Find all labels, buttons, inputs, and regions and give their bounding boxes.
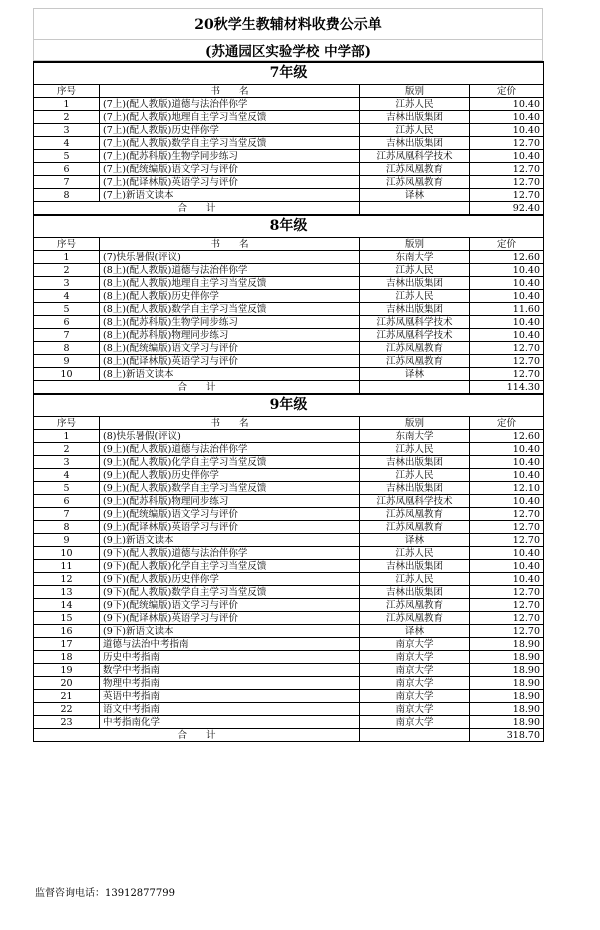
- table-row: [34, 521, 544, 534]
- table-row: [34, 124, 544, 137]
- row-number: 3: [34, 277, 100, 290]
- book-name: (7上)(配人教版)道德与法治伴你学: [100, 98, 360, 111]
- publisher: 江苏凤凰科学技术: [360, 495, 470, 508]
- grade-title: 8年级: [34, 215, 544, 238]
- price: 10.40: [470, 316, 544, 329]
- total-row: [34, 202, 544, 216]
- header-price: 定价: [470, 417, 544, 430]
- table-row: [34, 508, 544, 521]
- table-row: [34, 329, 544, 342]
- row-number: 11: [34, 560, 100, 573]
- price: 18.90: [470, 690, 544, 703]
- total-empty-cell: [360, 729, 470, 742]
- book-name: 数学中考指南: [100, 664, 360, 677]
- publisher: 江苏人民: [360, 290, 470, 303]
- table-row: [34, 625, 544, 638]
- table-row: [34, 290, 544, 303]
- row-number: 22: [34, 703, 100, 716]
- price: 12.70: [470, 599, 544, 612]
- row-number: 10: [34, 547, 100, 560]
- table-row: [34, 163, 544, 176]
- row-number: 14: [34, 599, 100, 612]
- price: 10.40: [470, 329, 544, 342]
- publisher: 江苏人民: [360, 573, 470, 586]
- book-name: (8上)(配苏科版)生物学同步练习: [100, 316, 360, 329]
- row-number: 13: [34, 586, 100, 599]
- total-empty-cell: [360, 381, 470, 395]
- table-row: [34, 189, 544, 202]
- row-number: 8: [34, 189, 100, 202]
- book-name: (7上)新语文读本: [100, 189, 360, 202]
- price: 10.40: [470, 456, 544, 469]
- header-name: 书 名: [100, 238, 360, 251]
- total-label: 合 计: [34, 202, 360, 216]
- book-name: (7上)(配译林版)英语学习与评价: [100, 176, 360, 189]
- price: 12.70: [470, 163, 544, 176]
- row-number: 23: [34, 716, 100, 729]
- publisher: 吉林出版集团: [360, 111, 470, 124]
- book-name: (9上)(配人教版)历史伴你学: [100, 469, 360, 482]
- publisher: 南京大学: [360, 677, 470, 690]
- publisher: 江苏凤凰教育: [360, 355, 470, 368]
- total-row: [34, 729, 544, 742]
- row-number: 2: [34, 443, 100, 456]
- table-row: [34, 651, 544, 664]
- publisher: 江苏凤凰教育: [360, 342, 470, 355]
- book-name: (7上)(配人教版)数学自主学习当堂反馈: [100, 137, 360, 150]
- price: 10.40: [470, 469, 544, 482]
- publisher: 南京大学: [360, 651, 470, 664]
- price: 10.40: [470, 150, 544, 163]
- table-row: [34, 303, 544, 316]
- row-number: 5: [34, 303, 100, 316]
- price: 10.40: [470, 124, 544, 137]
- table-row: [34, 316, 544, 329]
- book-name: (9下)(配人教版)化学自主学习当堂反馈: [100, 560, 360, 573]
- publisher: 江苏人民: [360, 124, 470, 137]
- publisher: 南京大学: [360, 664, 470, 677]
- book-name: 语文中考指南: [100, 703, 360, 716]
- price: 12.70: [470, 534, 544, 547]
- price: 10.40: [470, 98, 544, 111]
- table-row: [34, 677, 544, 690]
- price: 12.70: [470, 508, 544, 521]
- table-row: [34, 690, 544, 703]
- fee-table: [33, 61, 544, 742]
- table-row: [34, 355, 544, 368]
- publisher: 南京大学: [360, 703, 470, 716]
- header-publisher: 版别: [360, 85, 470, 98]
- total-label: 合 计: [34, 729, 360, 742]
- publisher: 南京大学: [360, 638, 470, 651]
- price: 18.90: [470, 651, 544, 664]
- price: 12.10: [470, 482, 544, 495]
- table-row: [34, 664, 544, 677]
- price: 12.70: [470, 612, 544, 625]
- table-row: [34, 638, 544, 651]
- publisher: 吉林出版集团: [360, 277, 470, 290]
- table-row: [34, 560, 544, 573]
- grade-header-row: [34, 215, 544, 238]
- table-row: [34, 264, 544, 277]
- table-row: [34, 599, 544, 612]
- publisher: 译林: [360, 189, 470, 202]
- row-number: 7: [34, 508, 100, 521]
- publisher: 江苏凤凰教育: [360, 521, 470, 534]
- row-number: 12: [34, 573, 100, 586]
- price: 10.40: [470, 495, 544, 508]
- book-name: (8上)(配统编版)语文学习与评价: [100, 342, 360, 355]
- price: 12.70: [470, 137, 544, 150]
- table-row: [34, 342, 544, 355]
- row-number: 6: [34, 495, 100, 508]
- book-name: (8上)新语文读本: [100, 368, 360, 381]
- price: 12.70: [470, 368, 544, 381]
- column-header-row: [34, 417, 544, 430]
- table-row: [34, 469, 544, 482]
- price: 10.40: [470, 290, 544, 303]
- publisher: 江苏人民: [360, 264, 470, 277]
- book-name: (7上)(配人教版)地理自主学习当堂反馈: [100, 111, 360, 124]
- total-amount: 92.40: [470, 202, 544, 216]
- table-row: [34, 443, 544, 456]
- total-row: [34, 381, 544, 395]
- book-name: 英语中考指南: [100, 690, 360, 703]
- publisher: 吉林出版集团: [360, 560, 470, 573]
- book-name: (9上)(配统编版)语文学习与评价: [100, 508, 360, 521]
- row-number: 3: [34, 124, 100, 137]
- publisher: 吉林出版集团: [360, 586, 470, 599]
- price: 18.90: [470, 703, 544, 716]
- table-row: [34, 176, 544, 189]
- row-number: 15: [34, 612, 100, 625]
- header-name: 书 名: [100, 417, 360, 430]
- price: 10.40: [470, 264, 544, 277]
- header-no: 序号: [34, 85, 100, 98]
- publisher: 吉林出版集团: [360, 303, 470, 316]
- publisher: 吉林出版集团: [360, 137, 470, 150]
- row-number: 2: [34, 111, 100, 124]
- header-price: 定价: [470, 238, 544, 251]
- header-publisher: 版别: [360, 417, 470, 430]
- row-number: 9: [34, 534, 100, 547]
- publisher: 江苏凤凰教育: [360, 508, 470, 521]
- publisher: 译林: [360, 534, 470, 547]
- row-number: 7: [34, 329, 100, 342]
- book-name: (7上)(配人教版)历史伴你学: [100, 124, 360, 137]
- publisher: 江苏凤凰科学技术: [360, 150, 470, 163]
- publisher: 南京大学: [360, 716, 470, 729]
- row-number: 21: [34, 690, 100, 703]
- publisher: 江苏人民: [360, 547, 470, 560]
- fee-notice-sheet: [33, 8, 543, 742]
- price: 18.90: [470, 638, 544, 651]
- row-number: 20: [34, 677, 100, 690]
- publisher: 吉林出版集团: [360, 482, 470, 495]
- book-name: (9下)(配人教版)道德与法治伴你学: [100, 547, 360, 560]
- price: 12.70: [470, 342, 544, 355]
- column-header-row: [34, 238, 544, 251]
- book-name: (7上)(配统编版)语文学习与评价: [100, 163, 360, 176]
- table-row: [34, 98, 544, 111]
- price: 10.40: [470, 277, 544, 290]
- header-no: 序号: [34, 417, 100, 430]
- book-name: (9下)(配人教版)历史伴你学: [100, 573, 360, 586]
- row-number: 8: [34, 521, 100, 534]
- price: 10.40: [470, 560, 544, 573]
- book-name: 道德与法治中考指南: [100, 638, 360, 651]
- row-number: 17: [34, 638, 100, 651]
- table-row: [34, 703, 544, 716]
- row-number: 6: [34, 163, 100, 176]
- price: 12.60: [470, 430, 544, 443]
- price: 12.70: [470, 176, 544, 189]
- row-number: 5: [34, 150, 100, 163]
- publisher: 江苏人民: [360, 469, 470, 482]
- price: 11.60: [470, 303, 544, 316]
- publisher: 江苏凤凰教育: [360, 176, 470, 189]
- row-number: 4: [34, 469, 100, 482]
- table-row: [34, 368, 544, 381]
- row-number: 9: [34, 355, 100, 368]
- book-name: 物理中考指南: [100, 677, 360, 690]
- table-row: [34, 277, 544, 290]
- book-name: (8)快乐暑假(评议): [100, 430, 360, 443]
- grade-title: 9年级: [34, 394, 544, 417]
- price: 12.70: [470, 586, 544, 599]
- table-row: [34, 716, 544, 729]
- hotline-footer: 监督咨询电话：13912877799: [35, 888, 175, 899]
- table-row: [34, 251, 544, 264]
- table-row: [34, 547, 544, 560]
- table-row: [34, 150, 544, 163]
- table-row: [34, 456, 544, 469]
- book-name: (9上)新语文读本: [100, 534, 360, 547]
- row-number: 1: [34, 98, 100, 111]
- row-number: 4: [34, 290, 100, 303]
- publisher: 译林: [360, 368, 470, 381]
- header-no: 序号: [34, 238, 100, 251]
- book-name: (9下)新语文读本: [100, 625, 360, 638]
- row-number: 7: [34, 176, 100, 189]
- price: 10.40: [470, 443, 544, 456]
- book-name: 历史中考指南: [100, 651, 360, 664]
- header-price: 定价: [470, 85, 544, 98]
- row-number: 3: [34, 456, 100, 469]
- grade-header-row: [34, 62, 544, 85]
- book-name: (9上)(配人教版)化学自主学习当堂反馈: [100, 456, 360, 469]
- publisher: 东南大学: [360, 251, 470, 264]
- book-name: (9下)(配统编版)语文学习与评价: [100, 599, 360, 612]
- publisher: 东南大学: [360, 430, 470, 443]
- price: 12.70: [470, 521, 544, 534]
- row-number: 8: [34, 342, 100, 355]
- publisher: 译林: [360, 625, 470, 638]
- table-row: [34, 573, 544, 586]
- total-amount: 114.30: [470, 381, 544, 395]
- total-amount: 318.70: [470, 729, 544, 742]
- price: 12.70: [470, 189, 544, 202]
- book-name: (8上)(配人教版)地理自主学习当堂反馈: [100, 277, 360, 290]
- book-name: (9下)(配译林版)英语学习与评价: [100, 612, 360, 625]
- publisher: 江苏凤凰教育: [360, 163, 470, 176]
- publisher: 江苏凤凰科学技术: [360, 316, 470, 329]
- book-name: (8上)(配人教版)历史伴你学: [100, 290, 360, 303]
- publisher: 江苏人民: [360, 443, 470, 456]
- grade-title: 7年级: [34, 62, 544, 85]
- book-name: (7)快乐暑假(评议): [100, 251, 360, 264]
- price: 18.90: [470, 677, 544, 690]
- table-row: [34, 534, 544, 547]
- book-name: (7上)(配苏科版)生物学同步练习: [100, 150, 360, 163]
- price: 12.70: [470, 625, 544, 638]
- price: 18.90: [470, 664, 544, 677]
- book-name: (8上)(配苏科版)物理同步练习: [100, 329, 360, 342]
- total-empty-cell: [360, 202, 470, 216]
- book-name: (8上)(配译林版)英语学习与评价: [100, 355, 360, 368]
- price: 10.40: [470, 111, 544, 124]
- price: 18.90: [470, 716, 544, 729]
- publisher: 江苏凤凰教育: [360, 599, 470, 612]
- book-name: (8上)(配人教版)数学自主学习当堂反馈: [100, 303, 360, 316]
- table-row: [34, 482, 544, 495]
- table-row: [34, 430, 544, 443]
- row-number: 4: [34, 137, 100, 150]
- price: 12.60: [470, 251, 544, 264]
- header-name: 书 名: [100, 85, 360, 98]
- publisher: 江苏凤凰教育: [360, 612, 470, 625]
- grade-header-row: [34, 394, 544, 417]
- price: 10.40: [470, 547, 544, 560]
- row-number: 10: [34, 368, 100, 381]
- book-name: (9上)(配译林版)英语学习与评价: [100, 521, 360, 534]
- publisher: 南京大学: [360, 690, 470, 703]
- row-number: 1: [34, 251, 100, 264]
- row-number: 18: [34, 651, 100, 664]
- book-name: (9上)(配苏科版)物理同步练习: [100, 495, 360, 508]
- table-row: [34, 586, 544, 599]
- publisher: 江苏凤凰科学技术: [360, 329, 470, 342]
- price: 12.70: [470, 355, 544, 368]
- page-title: 20秋学生教辅材料收费公示单: [33, 8, 543, 40]
- total-label: 合 计: [34, 381, 360, 395]
- table-row: [34, 612, 544, 625]
- table-row: [34, 495, 544, 508]
- row-number: 16: [34, 625, 100, 638]
- row-number: 5: [34, 482, 100, 495]
- header-publisher: 版别: [360, 238, 470, 251]
- book-name: 中考指南化学: [100, 716, 360, 729]
- book-name: (9上)(配人教版)道德与法治伴你学: [100, 443, 360, 456]
- row-number: 6: [34, 316, 100, 329]
- book-name: (8上)(配人教版)道德与法治伴你学: [100, 264, 360, 277]
- row-number: 1: [34, 430, 100, 443]
- publisher: 吉林出版集团: [360, 456, 470, 469]
- column-header-row: [34, 85, 544, 98]
- row-number: 19: [34, 664, 100, 677]
- table-row: [34, 111, 544, 124]
- price: 10.40: [470, 573, 544, 586]
- table-row: [34, 137, 544, 150]
- book-name: (9下)(配人教版)数学自主学习当堂反馈: [100, 586, 360, 599]
- book-name: (9上)(配人教版)数学自主学习当堂反馈: [100, 482, 360, 495]
- row-number: 2: [34, 264, 100, 277]
- school-subtitle: (苏通园区实验学校 中学部): [33, 40, 543, 61]
- publisher: 江苏人民: [360, 98, 470, 111]
